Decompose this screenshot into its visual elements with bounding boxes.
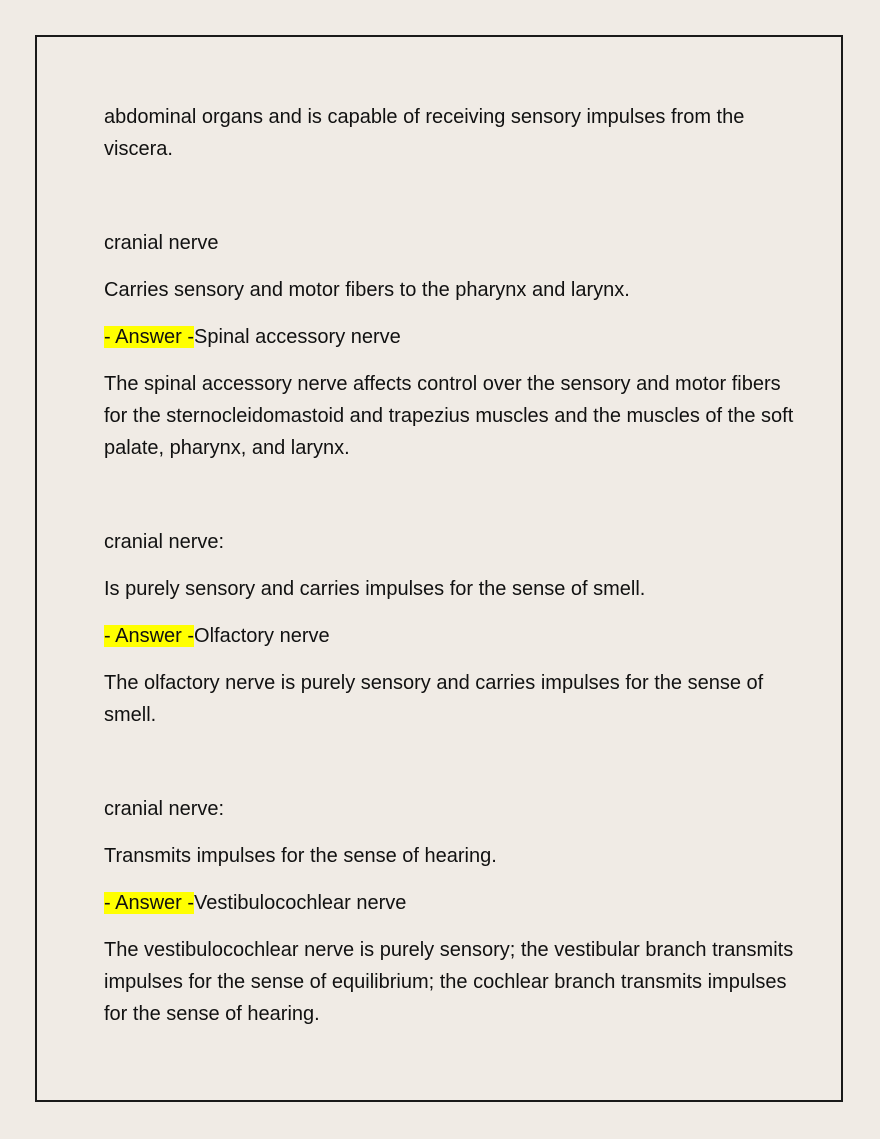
card-prompt: cranial nerve xyxy=(104,232,219,254)
card-prompt: cranial nerve: xyxy=(104,798,225,820)
card-answer: Vestibulocochlear nerve xyxy=(194,892,407,914)
flashcard-1 xyxy=(104,227,794,464)
card-answer: Olfactory nerve xyxy=(194,625,330,647)
card-question: Is purely sensory and carries impulses for the sense of smell. xyxy=(104,578,646,600)
flashcard-3 xyxy=(104,793,794,1030)
intro-continuation: abdominal organs and is capable of receiving sensory impulses from the viscera. xyxy=(104,106,745,160)
answer-highlight: - Answer - xyxy=(104,892,195,914)
flashcard-2 xyxy=(104,526,794,731)
card-question: Carries sensory and motor fibers to the pharynx and larynx. xyxy=(104,279,630,301)
answer-highlight: - Answer - xyxy=(104,326,195,348)
card-answer-line xyxy=(104,887,794,919)
card-explanation: The olfactory nerve is purely sensory and carries impulses for the sense of smell. xyxy=(104,672,764,726)
card-answer-line xyxy=(104,321,794,353)
card-explanation: The spinal accessory nerve affects control over the sensory and motor fibers for the sternocleidomastoid and trapezius muscles and the muscles of the soft palate, pharynx, and larynx. xyxy=(104,373,794,459)
card-prompt: cranial nerve: xyxy=(104,531,225,553)
card-question: Transmits impulses for the sense of hearing. xyxy=(104,845,497,867)
answer-highlight: - Answer - xyxy=(104,625,195,647)
card-explanation: The vestibulocochlear nerve is purely sensory; the vestibular branch transmits impulses for the sense of equilibrium; the cochlear branch transmits impulses for the sense of hearing. xyxy=(104,939,794,1025)
card-answer-line xyxy=(104,620,794,652)
card-answer: Spinal accessory nerve xyxy=(194,326,401,348)
document-body xyxy=(104,101,794,1030)
